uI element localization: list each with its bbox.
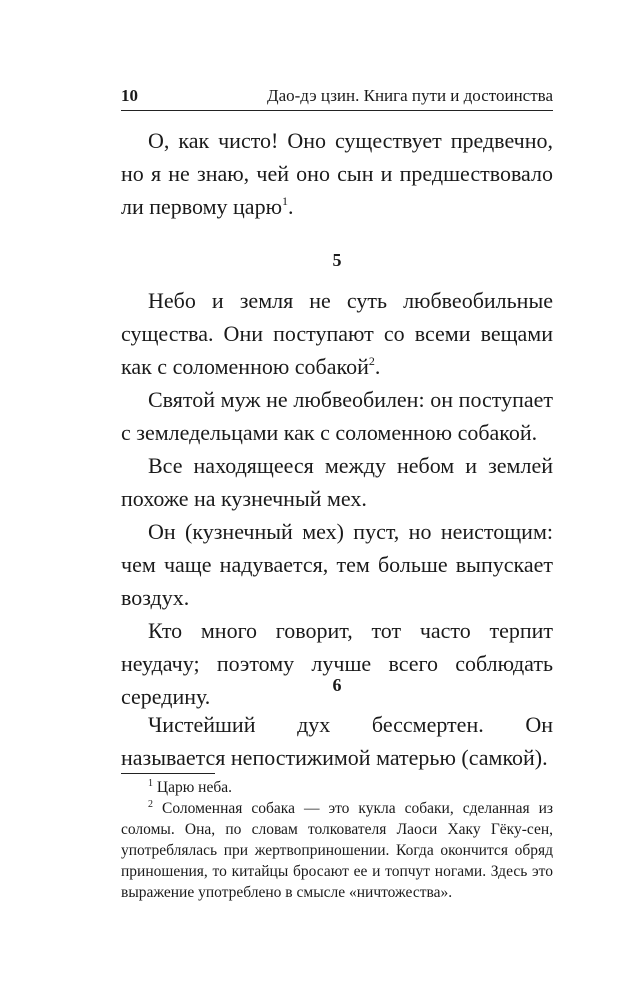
chapter-5-number: 5: [332, 250, 342, 270]
footnote-2-text: Соломенная собака — это кукла собаки, сделанная из соломы. Она, по словам толкователя Лаоси Хаку Гёку-сен, употреблялась при жертвоприношении. Когда окончится обряд приношения, то китайцы бросают ее и топчут ногами. Здесь это выражение употреблено в смысле «ничтожества».: [121, 800, 554, 901]
intro-text: О, как чисто! Оно существует предвечно, но я не знаю, чей оно сын и предшествовало ли первому царю: [121, 128, 553, 219]
running-header: [121, 84, 553, 111]
chapter-6-text: [121, 708, 553, 774]
footnote-1-text: Царю неба.: [156, 779, 232, 796]
page-number: 10: [121, 86, 138, 105]
chapter-5-paragraph-1: [121, 284, 553, 383]
chapter-5-paragraph-3: Все находящееся между небом и землей похоже на кузнечный мех.: [121, 453, 553, 511]
chapter-5-paragraph-5: Кто много говорит, тот часто терпит неудачу; поэтому лучше всего соблюдать середину.: [121, 618, 553, 709]
footnote-2: [121, 798, 553, 903]
footnote-2-marker: 2: [148, 799, 153, 810]
footnotes: [121, 777, 553, 903]
chapter-5-paragraph-1-end: .: [374, 354, 381, 379]
intro-paragraph: О, как чисто! Оно существует предвечно, но я не знаю, чей оно сын и предшествовало ли первому царю$^1$.: [121, 128, 553, 219]
chapter-5-paragraph-2: Святой муж не любвеобилен: он поступает с земледельцами как с соломенною собакой.: [121, 387, 553, 445]
footnote-divider: [121, 773, 215, 774]
chapter-5-paragraph-4: Он (кузнечный мех) пуст, но неистощим: чем чаще надувается, тем больше выпускает воздух.: [121, 519, 553, 610]
footnote-ref-1[interactable]: 1: [282, 194, 289, 208]
footnote-1: [121, 777, 553, 798]
chapter-5-text: [121, 284, 553, 713]
chapter-6-number: 6: [332, 675, 342, 695]
footnote-ref-2[interactable]: 2: [368, 354, 375, 368]
intro-block: [121, 124, 553, 223]
chapter-6-paragraph-1: Чистейший дух бессмертен. Он называется непостижимой матерью (самкой).: [121, 712, 553, 770]
running-title: Дао-дэ цзин. Книга пути и достоинства: [266, 86, 553, 105]
footnote-1-marker: 1: [148, 778, 153, 789]
chapter-5-paragraph-1-text: Небо и земля не суть любвеобильные существа. Они поступают со всеми вещами как с соломенною собакой: [121, 288, 553, 379]
